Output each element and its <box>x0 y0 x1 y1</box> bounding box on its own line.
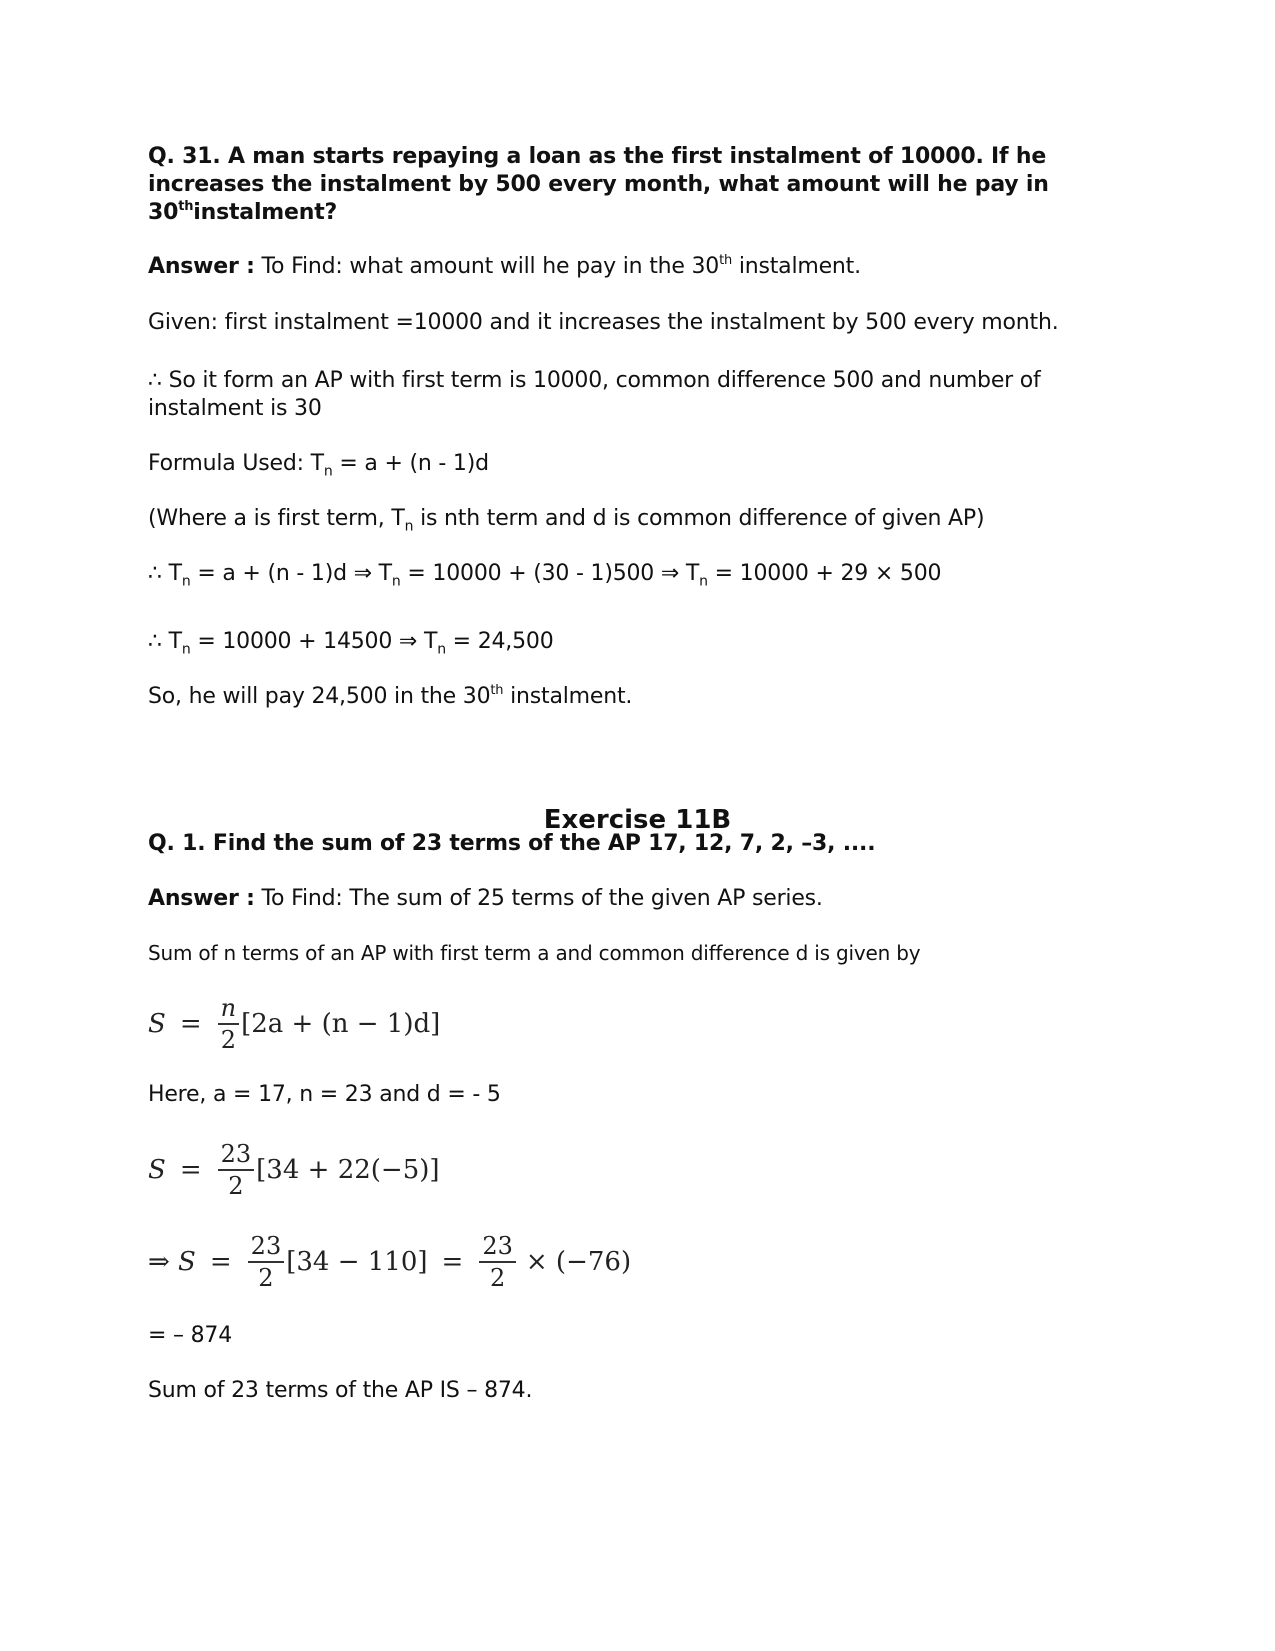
where-text-2: is nth term and d is common difference of given AP) <box>413 506 985 531</box>
simplify-eq-2: = <box>441 1247 464 1277</box>
given-line: Given: first instalment =10000 and it increases the instalment by 500 every month. <box>148 310 1059 335</box>
sum-formula <box>148 994 440 1054</box>
step1-part3: = 10000 + (30 - 1)500 ⇒ T <box>400 561 700 586</box>
formula-where <box>148 505 1128 533</box>
answer-1-to-find <box>148 885 1128 913</box>
solution-step-1 <box>148 560 1128 588</box>
answer-label: Answer : <box>148 254 255 279</box>
simplify-body-1: [34 − 110] <box>286 1247 428 1277</box>
simplify-denominator-1: 2 <box>258 1264 274 1292</box>
question-1-text: Find the sum of 23 terms of the AP 17, 12, 7, 2, –3, .... <box>212 831 876 856</box>
question-31-text: A man starts repaying a loan as the first instalment of 10000. If he increases the instalment by 500 every month, what amount will he pay in 30 <box>148 144 1049 225</box>
step1-sub2: n <box>391 573 401 590</box>
simplify-denominator-2: 2 <box>489 1264 506 1292</box>
step2-sub2: n <box>437 641 446 658</box>
step2-part2: = 10000 + 14500 ⇒ T <box>190 629 438 654</box>
simplify-eq: = <box>209 1247 232 1277</box>
question-31 <box>148 143 1128 227</box>
sum-intro: Sum of n terms of an AP with first term a and common difference d is given by <box>148 941 921 965</box>
formula-fraction <box>218 994 239 1054</box>
question-31-sup: th <box>178 199 194 214</box>
formula-denominator: 2 <box>220 1026 236 1054</box>
where-sub: n <box>404 518 414 535</box>
question-1 <box>148 830 1128 858</box>
ap-statement: ∴ So it form an AP with first term is 10000, common difference 500 and number of instalment is 30 <box>148 368 1041 421</box>
question-31-label: Q. 31. <box>148 144 221 169</box>
step2-part3: = 24,500 <box>445 629 554 654</box>
step1-sub1: n <box>181 573 191 590</box>
formula-numerator: n <box>218 994 239 1025</box>
exercise-heading: Exercise 11B <box>543 805 732 835</box>
given-values: Here, a = 17, n = 23 and d = - 5 <box>148 1082 501 1107</box>
formula-body: [2a + (n − 1)d] <box>241 1009 441 1039</box>
substitution-formula <box>148 1140 440 1200</box>
step1-sub3: n <box>699 573 708 590</box>
subst-eq: = <box>179 1155 202 1185</box>
formula-rest: = a + (n - 1)d <box>332 451 489 476</box>
subst-fraction <box>218 1140 255 1200</box>
answer-31-to-find <box>148 253 1128 281</box>
subst-numerator: 23 <box>218 1140 255 1171</box>
simplify-fraction-1 <box>248 1232 285 1292</box>
formula-lhs: S <box>148 1009 166 1039</box>
step1-part4: = 10000 + 29 × 500 <box>707 561 942 586</box>
formula-used <box>148 450 1128 478</box>
step2-part1: ∴ T <box>148 629 182 654</box>
formula-eq: = <box>179 1009 202 1039</box>
simplify-body-2: × (−76) <box>525 1247 632 1277</box>
step2-sub1: n <box>181 641 191 658</box>
step1-part2: = a + (n - 1)d ⇒ T <box>190 561 392 586</box>
conclusion-31 <box>148 683 1128 711</box>
to-find-sup: th <box>719 253 733 268</box>
subst-lhs: S <box>148 1155 166 1185</box>
question-1-label: Q. 1. <box>148 831 206 856</box>
result-value: = – 874 <box>148 1323 233 1348</box>
to-find-end: instalment. <box>738 254 861 279</box>
final-statement: Sum of 23 terms of the AP IS – 874. <box>148 1378 533 1403</box>
answer-label: Answer : <box>148 886 255 911</box>
to-find-text: To Find: The sum of 25 terms of the given AP series. <box>261 886 823 911</box>
question-31-text-end: instalment? <box>193 200 338 225</box>
step1-part1: ∴ T <box>148 561 182 586</box>
conclusion-text: So, he will pay 24,500 in the 30 <box>148 684 491 709</box>
conclusion-sup: th <box>490 683 504 698</box>
to-find-text: To Find: what amount will he pay in the 30 <box>261 254 720 279</box>
simplify-lhs: ⇒ S <box>148 1247 196 1277</box>
conclusion-end: instalment. <box>510 684 633 709</box>
formula-prefix: Formula Used: T <box>148 451 324 476</box>
subst-denominator: 2 <box>228 1172 244 1200</box>
formula-sub: n <box>323 463 333 480</box>
simplify-fraction-2 <box>479 1232 516 1292</box>
simplify-numerator-1: 23 <box>248 1232 285 1263</box>
subst-body: [34 + 22(−5)] <box>256 1155 440 1185</box>
solution-step-2 <box>148 628 1128 656</box>
simplify-numerator-2: 23 <box>479 1232 516 1263</box>
simplify-formula <box>148 1232 631 1292</box>
where-text-1: (Where a is first term, T <box>148 506 405 531</box>
